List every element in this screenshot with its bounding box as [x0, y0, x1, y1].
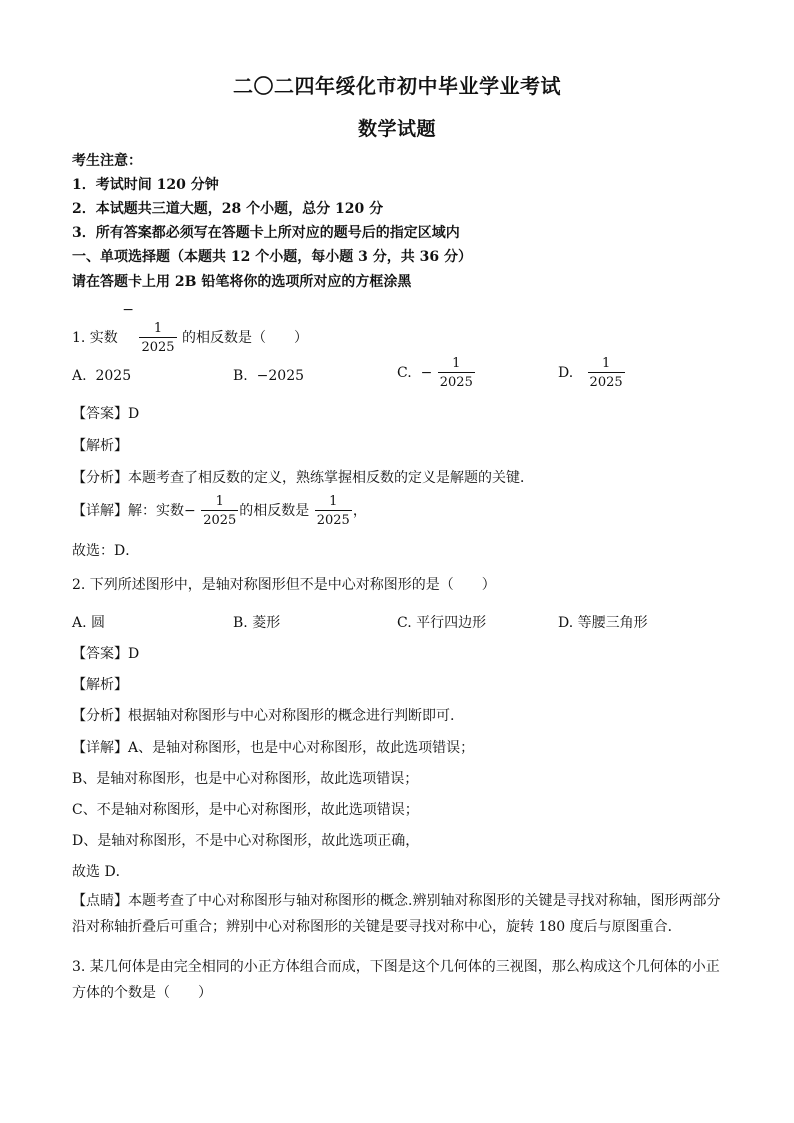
question-1-stem: [72, 302, 308, 355]
question-2-stem: 2. 下列所述图形中，是轴对称图形但不是中心对称图形的是（ ）: [72, 577, 496, 593]
q2-option-b: B. 菱形: [233, 615, 281, 631]
q2-option-a: A. 圆: [72, 615, 106, 631]
fraction-bar: [588, 372, 625, 373]
q2-dianjing: 【点睛】本题考查了中心对称图形与轴对称图形的概念.辨别轴对称图形的关键是寻找对称轴，图形两部分沿对称轴折叠后可重合；辨别中心对称图形的关键是要寻找对称中心，旋转 180 度后与原图重合．: [72, 893, 721, 935]
q1-xiangjie: [72, 494, 367, 528]
frac-den: 2025: [439, 375, 473, 390]
xiangjie-mid: 的相反数是: [239, 503, 310, 519]
question-3-stem: 3. 某几何体是由完全相同的小正方体组合而成，下图是这个几何体的三视图，那么构成这个几何体的小正方体的个数是（ ）: [72, 959, 720, 1001]
q2-analysis-heading: 【解析】: [72, 677, 128, 693]
q1-option-d: [558, 356, 626, 390]
q2-option-d: D. 等腰三角形: [558, 615, 648, 631]
fraction-bar: [201, 510, 238, 511]
page-subtitle: 数学试题: [357, 118, 436, 140]
fraction-bar: [139, 337, 176, 338]
xiangjie-prefix: 【详解】解：实数: [72, 503, 184, 519]
notice-item-2: 2．本试题共三道大题，28 个小题，总分 120 分: [72, 201, 384, 217]
q2-answer: 【答案】D: [72, 646, 140, 662]
q1-choice: 故选：D．: [72, 543, 140, 559]
xiangjie-end: ，: [352, 503, 367, 519]
section-heading: 一、单项选择题（本题共 12 个小题，每小题 3 分，共 36 分）: [72, 249, 472, 265]
option-label: C.: [397, 365, 412, 381]
option-text: −2025: [256, 368, 305, 384]
q1-option-c: [397, 356, 476, 390]
frac-den: 2025: [316, 513, 350, 528]
xiangjie-sign: −: [184, 503, 196, 519]
option-sign: −: [420, 365, 433, 381]
q1-option-a: [72, 368, 131, 384]
q2-option-c: C. 平行四边形: [397, 615, 487, 631]
q1-answer: 【答案】D: [72, 406, 140, 422]
notice-item-3: 3．所有答案都必须写在答题卡上所对应的题号后的指定区域内: [72, 225, 460, 241]
frac-den: 2025: [203, 513, 237, 528]
q2-choice: 故选 D．: [72, 864, 130, 880]
option-label: A.: [72, 368, 87, 384]
option-text: 2025: [95, 368, 132, 384]
frac-den: 2025: [589, 375, 623, 390]
xiangjie-fraction-1: [201, 494, 238, 528]
notice-heading: 考生注意：: [72, 153, 142, 169]
frac-num: 1: [601, 356, 611, 371]
q1-option-b: [233, 368, 304, 384]
notice-item-1: 1．考试时间 120 分钟: [72, 177, 219, 193]
q1-option-c-fraction: [438, 356, 475, 390]
page-title: 二〇二四年绥化市初中毕业学业考试: [233, 74, 561, 98]
q1-prefix: 1. 实数: [72, 330, 118, 346]
q1-frac-den: 2025: [141, 340, 175, 355]
q1-option-d-fraction: [588, 356, 625, 390]
q2-detail-line-4: D、是轴对称图形，不是中心对称图形，故此选项正确，: [72, 833, 420, 849]
q1-analysis-heading: 【解析】: [72, 438, 128, 454]
q2-detail-line-1: 【详解】A、是轴对称图形，也是中心对称图形，故此选项错误；: [72, 740, 475, 756]
q1-fenxi: 【分析】本题考查了相反数的定义，熟练掌握相反数的定义是解题的关键．: [72, 470, 534, 486]
xiangjie-fraction-2: [315, 494, 352, 528]
q1-fraction: [139, 321, 176, 355]
q2-detail-line-2: B、是轴对称图形，也是中心对称图形，故此选项错误；: [72, 771, 419, 787]
q2-detail-line-3: C、不是轴对称图形，是中心对称图形，故此选项错误；: [72, 802, 419, 818]
frac-num: 1: [215, 494, 224, 509]
frac-num: 1: [329, 494, 338, 509]
section-instruction: 请在答题卡上用 2B 铅笔将你的选项所对应的方框涂黑: [72, 274, 412, 290]
option-label: B.: [233, 368, 248, 384]
option-label: D.: [558, 365, 574, 381]
fraction-bar: [315, 510, 352, 511]
q1-suffix: 的相反数是（ ）: [182, 330, 308, 346]
fraction-bar: [438, 372, 475, 373]
q2-fenxi: 【分析】根据轴对称图形与中心对称图形的概念进行判断即可.: [72, 708, 455, 724]
q1-frac-num: 1: [153, 321, 163, 336]
q1-frac-sign: −: [122, 302, 134, 318]
frac-num: 1: [452, 356, 461, 371]
